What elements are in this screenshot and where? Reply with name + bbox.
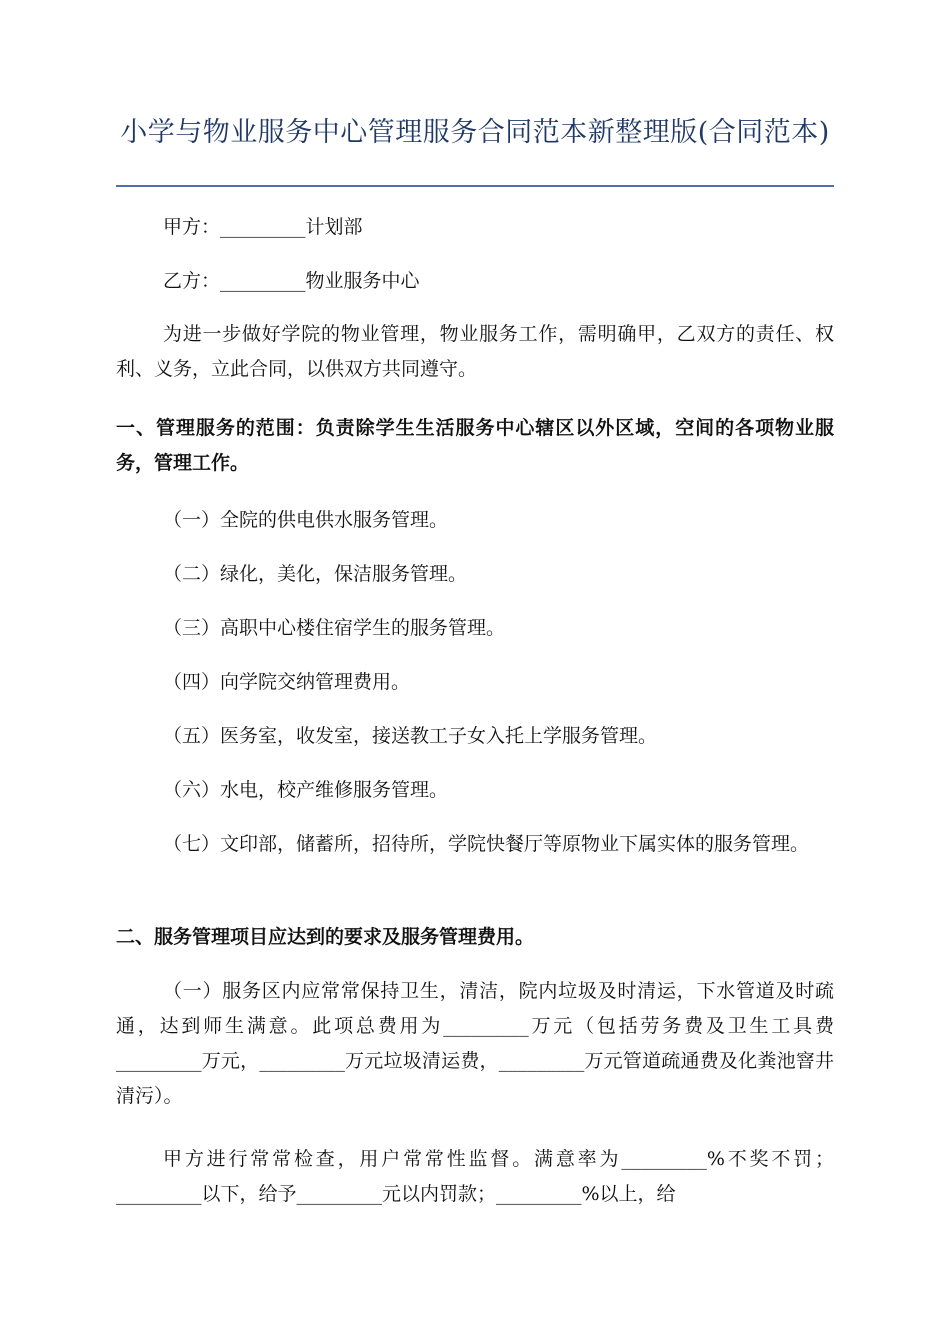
section2-heading: 二、服务管理项目应达到的要求及服务管理费用。: [116, 926, 535, 948]
section2-item: （一）服务区内应常常保持卫生，清洁，院内垃圾及时清运，下水管道及时疏通，达到师生满意。此项总费用为_________万元（包括劳务费及卫生工具费_________万元，_________万元垃圾清运费，_________万元管道疏通费及化粪池窨井清污）。: [116, 980, 834, 1107]
section1-item: （七）文印部，储蓄所，招待所，学院快餐厅等原物业下属实体的服务管理。: [163, 833, 810, 855]
section1-item: （二）绿化，美化，保洁服务管理。: [163, 563, 468, 585]
section1-item: （三）高职中心楼住宿学生的服务管理。: [163, 617, 506, 639]
document-title: 小学与物业服务中心管理服务合同范本新整理版(合同范本): [120, 117, 830, 148]
party-b-line: 乙方：_________物业服务中心: [163, 270, 420, 292]
section1-item: （一）全院的供电供水服务管理。: [163, 509, 449, 531]
intro-paragraph: 为进一步做好学院的物业管理，物业服务工作，需明确甲，乙双方的责任、权利、义务，立此合同，以供双方共同遵守。: [116, 323, 834, 380]
section1-item: （四）向学院交纳管理费用。: [163, 671, 411, 693]
inspection-paragraph: 甲方进行常常检查，用户常常性监督。满意率为_________%不奖不罚；_________以下，给予_________元以内罚款；_________%以上，给: [116, 1148, 834, 1205]
section1-item: （六）水电，校产维修服务管理。: [163, 779, 449, 801]
title-divider: [116, 185, 834, 187]
section1-item: （五）医务室，收发室，接送教工子女入托上学服务管理。: [163, 725, 658, 747]
section1-heading: 一、管理服务的范围：负责除学生生活服务中心辖区以外区域，空间的各项物业服务，管理工作。: [116, 417, 834, 474]
party-a-line: 甲方：_________计划部: [163, 216, 363, 238]
